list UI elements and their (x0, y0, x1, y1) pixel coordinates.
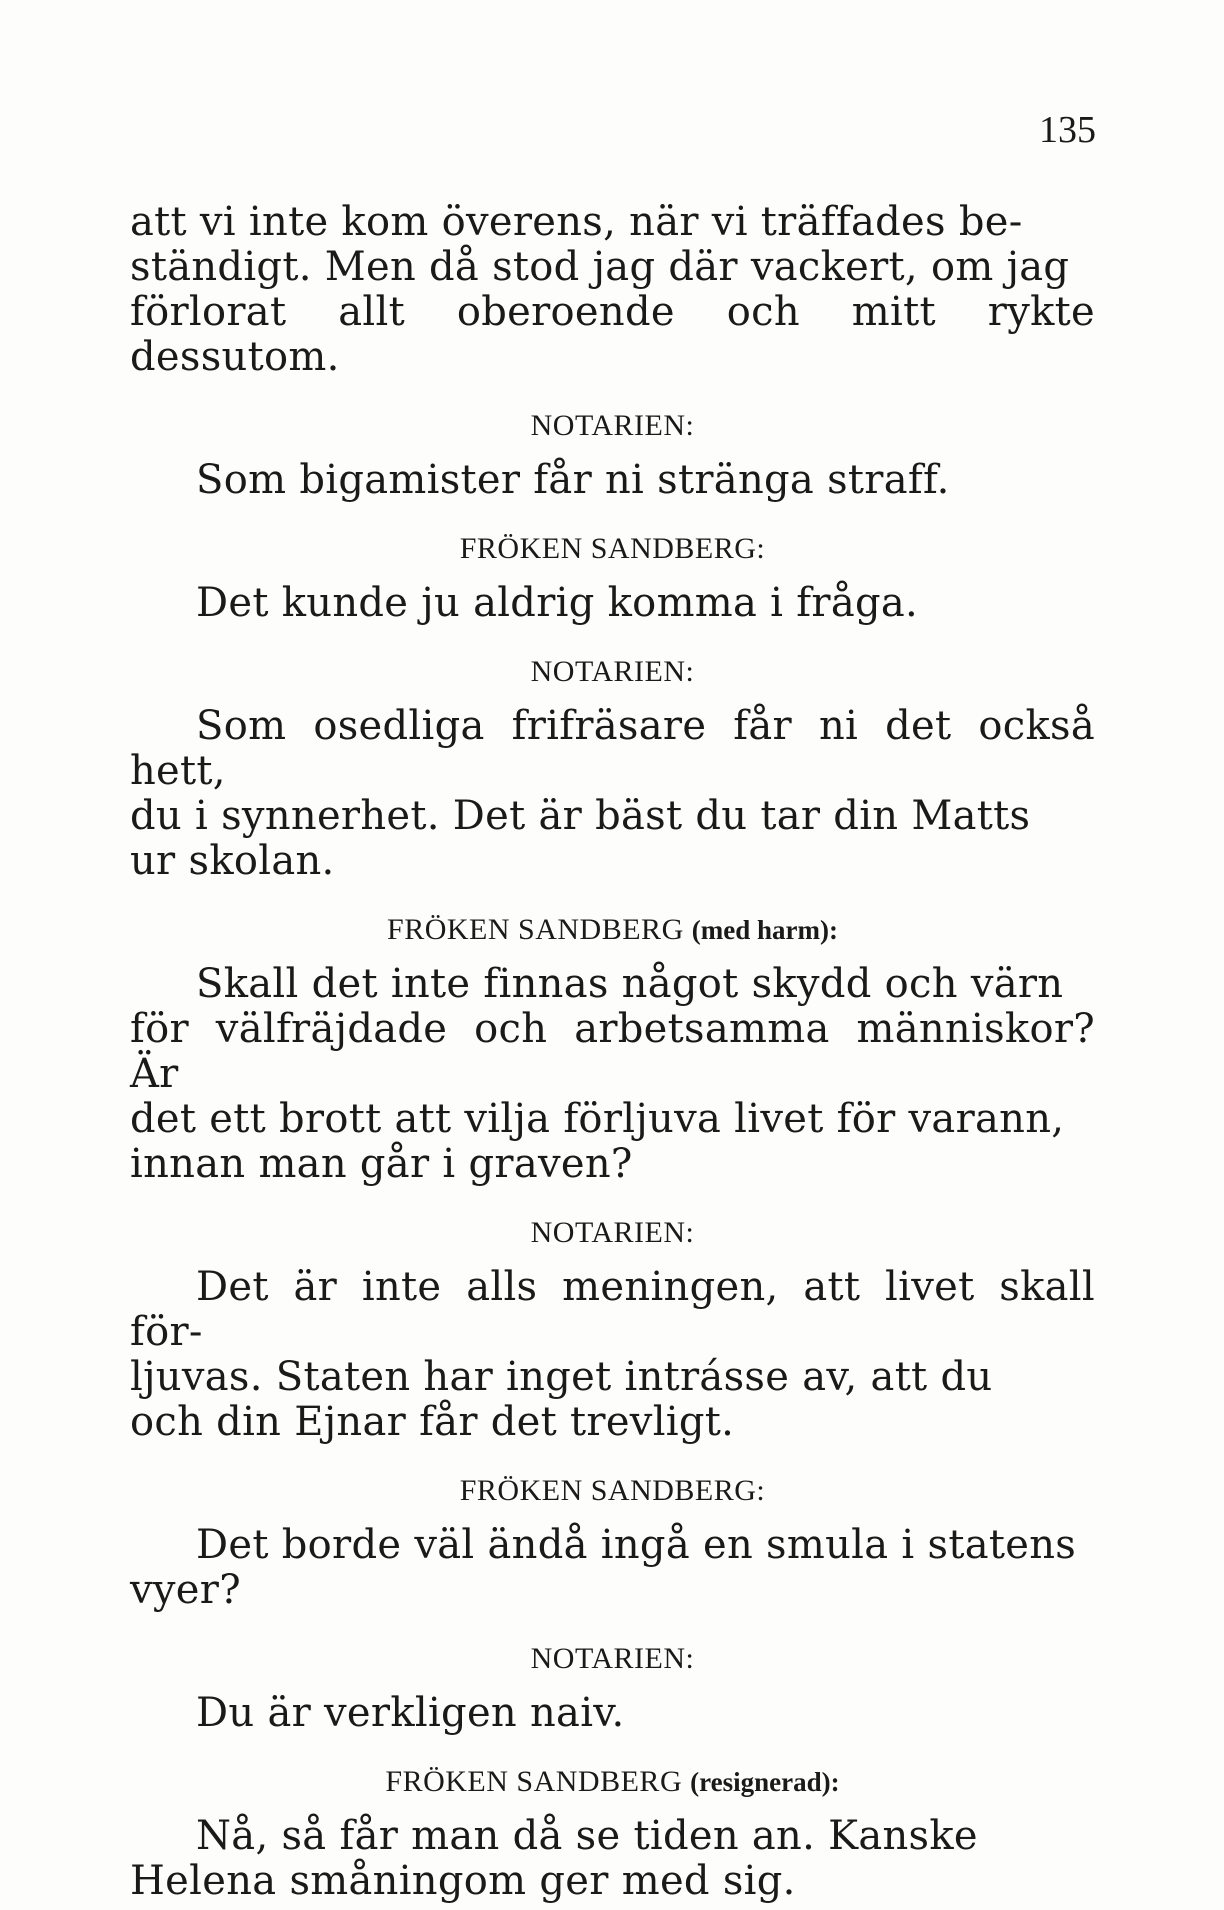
speaker-label (130, 531, 1095, 567)
text-line: Det kunde ju aldrig komma i fråga. (196, 580, 919, 626)
speaker-label (130, 654, 1095, 690)
text-line: Nå, så får man då se tiden an. Kanske (196, 1813, 978, 1859)
text-line: att vi inte kom överens, när vi träffades be- (130, 199, 1023, 245)
speech-paragraph (130, 1814, 1095, 1904)
speaker-label (130, 1473, 1095, 1509)
stage-direction: (med harm): (691, 915, 838, 945)
speech-paragraph (130, 581, 1095, 626)
text-line: du i synnerhet. Det är bäst du tar din Matts (130, 793, 1031, 839)
text-line: Som osedliga frifräsare får ni det också hett, (130, 703, 1095, 794)
text-line: ur skolan. (130, 838, 335, 884)
text-line: för välfräjdade och arbetsamma människor? Är (130, 1006, 1095, 1097)
text-line: Som bigamister får ni stränga straff. (196, 457, 950, 503)
text-line: det ett brott att vilja förljuva livet för varann, (130, 1096, 1065, 1142)
text-line: Det är inte alls meningen, att livet skall för- (130, 1264, 1095, 1355)
text-line: Det borde väl ändå ingå en smula i statens (196, 1522, 1077, 1568)
speaker-label (130, 408, 1095, 444)
text-line: vyer? (130, 1567, 241, 1613)
text-line: Skall det inte finnas något skydd och värn (196, 961, 1064, 1007)
speech-paragraph (130, 458, 1095, 503)
text-line: Du är verkligen naiv. (196, 1690, 625, 1736)
speaker-name: FRÖKEN SANDBERG: (459, 1474, 766, 1507)
speaker-name: FRÖKEN SANDBERG: (459, 532, 766, 565)
speaker-label (130, 1764, 1095, 1800)
speaker-name: NOTARIEN: (530, 655, 695, 688)
speech-paragraph (130, 1265, 1095, 1445)
speaker-name: NOTARIEN: (530, 409, 695, 442)
speaker-label (130, 912, 1095, 948)
speaker-name: FRÖKEN SANDBERG (385, 1765, 683, 1798)
speaker-name: NOTARIEN: (530, 1642, 695, 1675)
speech-paragraph (130, 1691, 1095, 1736)
text-line: ljuvas. Staten har inget intrásse av, att du (130, 1354, 993, 1400)
text-line: innan man går i graven? (130, 1141, 633, 1187)
page-number: 135 (1039, 109, 1096, 151)
speaker-label (130, 1215, 1095, 1251)
speaker-label (130, 1641, 1095, 1677)
text-line: förlorat allt oberoende och mitt rykte dessutom. (130, 289, 1095, 380)
speech-paragraph (130, 962, 1095, 1187)
speech-paragraph (130, 704, 1095, 884)
speech-paragraph (130, 200, 1095, 380)
text-line: ständigt. Men då stod jag där vackert, om jag (130, 244, 1070, 290)
text-line: Helena småningom ger med sig. (130, 1858, 796, 1904)
speech-paragraph (130, 1523, 1095, 1613)
dialogue-text (130, 200, 1095, 1904)
text-line: och din Ejnar får det trevligt. (130, 1399, 735, 1445)
stage-direction: (resignerad): (690, 1767, 840, 1797)
speaker-name: NOTARIEN: (530, 1216, 695, 1249)
speaker-name: FRÖKEN SANDBERG (387, 913, 684, 946)
